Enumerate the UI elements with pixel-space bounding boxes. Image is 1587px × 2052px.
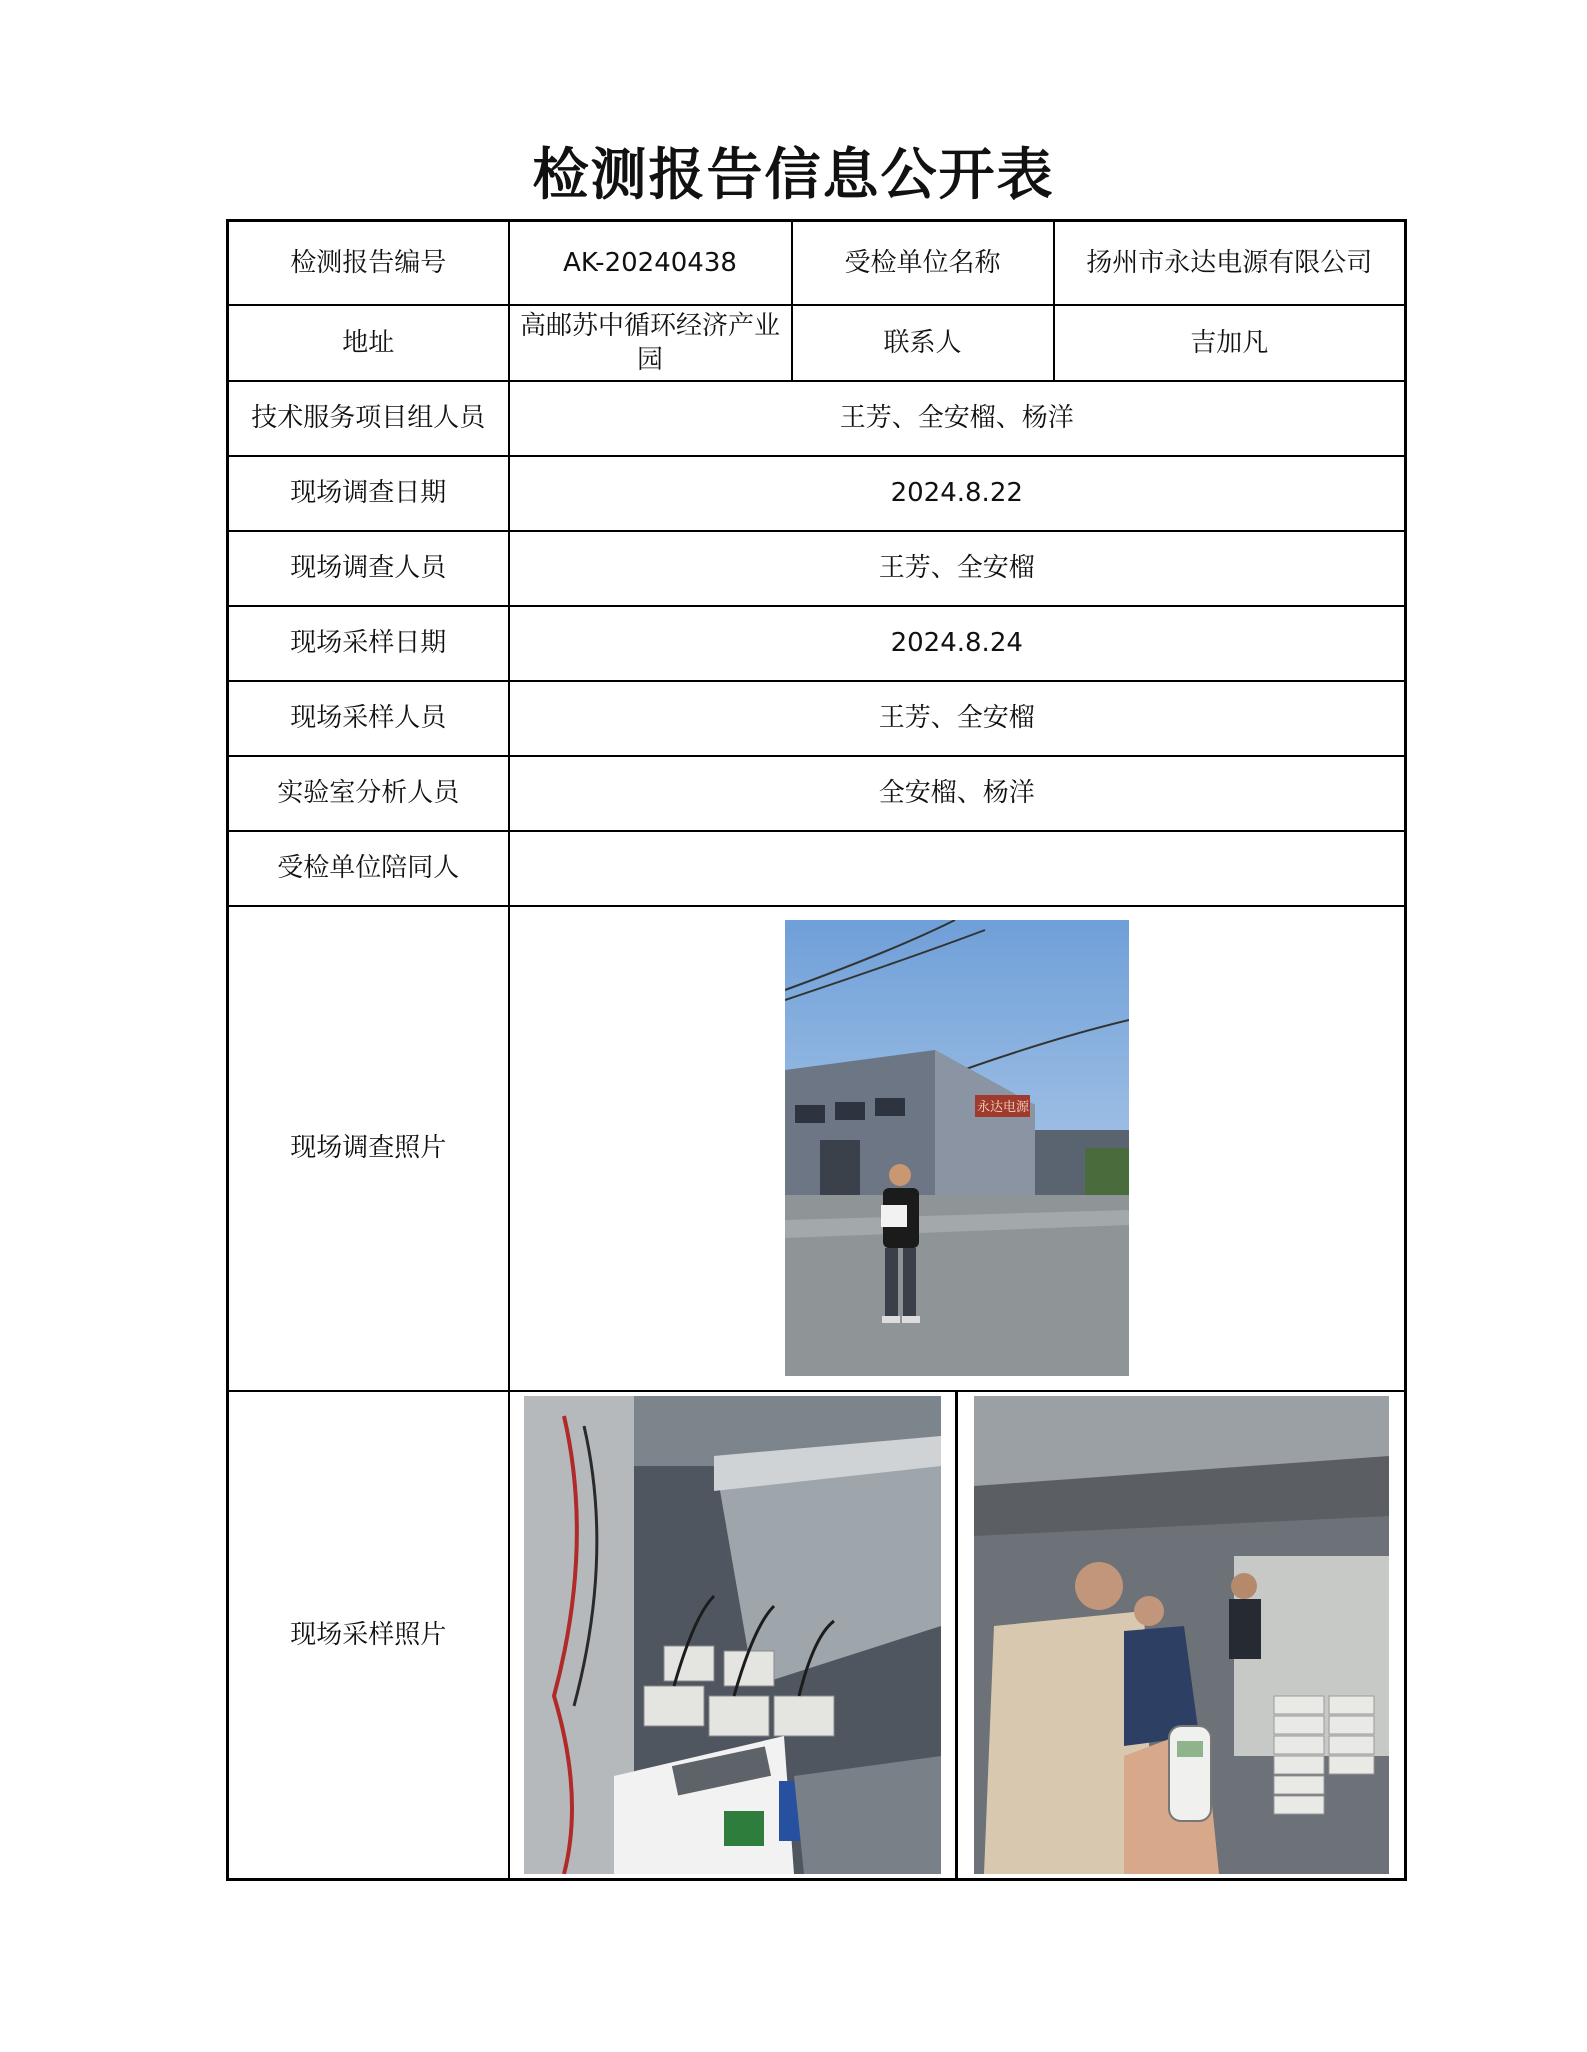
table-row: [228, 831, 1406, 906]
table-row: [228, 456, 1406, 531]
table-row: [228, 1391, 1406, 1880]
worker-figure: [1229, 1573, 1261, 1659]
row-value: [509, 831, 1406, 906]
table-row: [228, 531, 1406, 606]
unit-name-value: 扬州市永达电源有限公司: [1054, 221, 1406, 305]
report-no-value: AK-20240438: [509, 221, 792, 305]
table-row: [228, 906, 1406, 1391]
row-label: 现场调查人员: [228, 531, 509, 606]
sampling-photo-label: 现场采样照片: [228, 1391, 509, 1880]
row-value: 全安榴、杨洋: [509, 756, 1406, 831]
sampling-photo-pair: [510, 1392, 1405, 1879]
row-value: 王芳、全安榴: [509, 681, 1406, 756]
report-table: [226, 219, 1407, 1881]
row-label: 现场调查日期: [228, 456, 509, 531]
sampling-photo-cell: [509, 1391, 1406, 1880]
factory-photo-image: [785, 920, 1129, 1376]
row-label: 实验室分析人员: [228, 756, 509, 831]
row-label: 现场采样日期: [228, 606, 509, 681]
workshop-photo-image: [974, 1396, 1389, 1874]
contact-label: 联系人: [792, 305, 1054, 381]
address-label: 地址: [228, 305, 509, 381]
building-sign: 永达电源: [976, 1100, 1029, 1115]
survey-photo-label: 现场调查照片: [228, 906, 509, 1391]
table-row: [228, 381, 1406, 456]
table-row: [228, 221, 1406, 305]
sampling-photo-left: [510, 1392, 959, 1879]
table-row: [228, 681, 1406, 756]
survey-photo: [785, 920, 1129, 1376]
row-value: 王芳、全安榴: [509, 531, 1406, 606]
row-value: 王芳、全安榴、杨洋: [509, 381, 1406, 456]
battery-line-photo-image: [524, 1396, 941, 1874]
survey-photo-cell: [509, 906, 1406, 1391]
table-row: [228, 756, 1406, 831]
table-row: [228, 606, 1406, 681]
sound-meter-icon: [1169, 1726, 1211, 1821]
address-value: 高邮苏中循环经济产业园: [509, 305, 792, 381]
row-label: 现场采样人员: [228, 681, 509, 756]
contact-value: 吉加凡: [1054, 305, 1406, 381]
table-row: [228, 305, 1406, 381]
unit-name-label: 受检单位名称: [792, 221, 1054, 305]
row-value: 2024.8.24: [509, 606, 1406, 681]
row-label: 受检单位陪同人: [228, 831, 509, 906]
row-value: 2024.8.22: [509, 456, 1406, 531]
page-title: 检测报告信息公开表: [532, 142, 1055, 208]
row-label: 技术服务项目组人员: [228, 381, 509, 456]
sampling-photo-right: [958, 1392, 1404, 1879]
report-no-label: 检测报告编号: [228, 221, 509, 305]
